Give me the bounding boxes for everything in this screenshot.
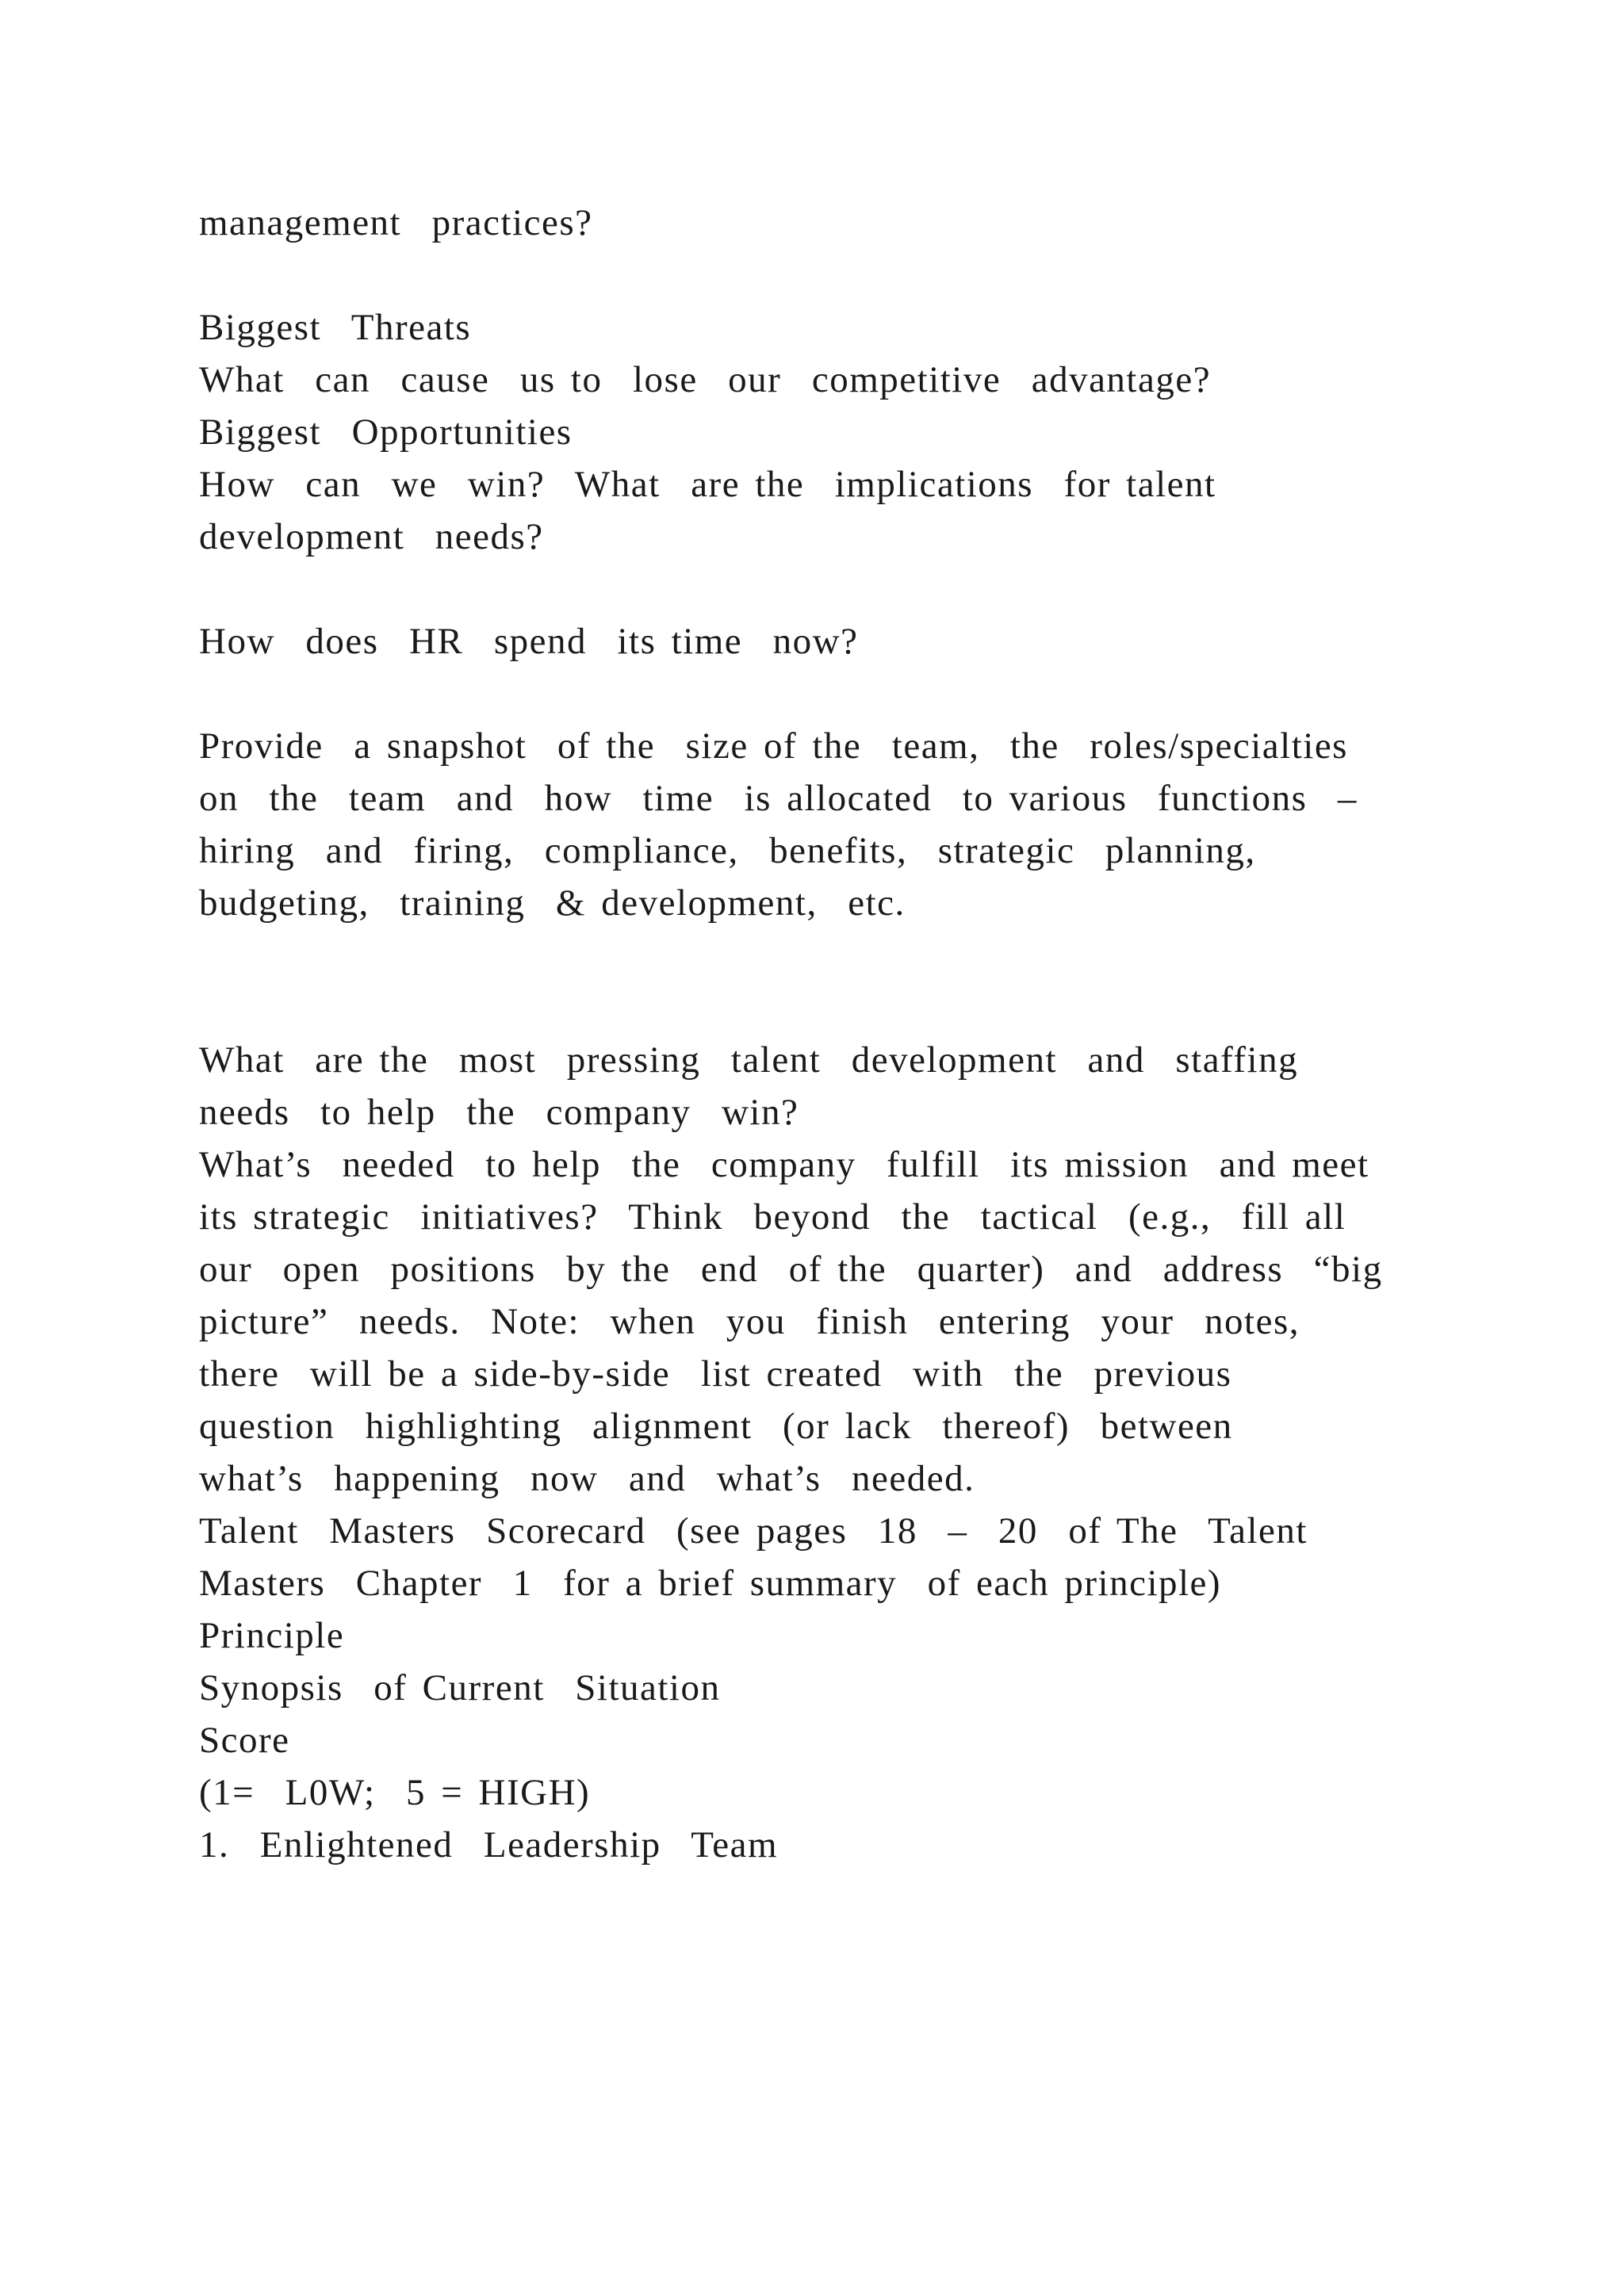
text-line: What’s needed to help the company fulfill its mission and meet [199, 1144, 1369, 1185]
column-header-principle: Principle [199, 1615, 345, 1656]
column-header-synopsis: Synopsis of Current Situation [199, 1667, 721, 1709]
text-line: management practices? [199, 202, 593, 243]
text-line: hiring and firing, compliance, benefits, strategic planning, [199, 830, 1256, 871]
column-header-score: Score [199, 1720, 290, 1761]
text-line: there will be a side-by-side list created with the previous [199, 1353, 1232, 1395]
text-line: its strategic initiatives? Think beyond the tactical (e.g., fill all [199, 1196, 1346, 1238]
blank-line [199, 668, 1468, 720]
blank-line [199, 563, 1468, 615]
blank-line [199, 249, 1468, 301]
text-line: Provide a snapshot of the size of the team, the roles/specialties [199, 725, 1348, 767]
text-line: budgeting, training & development, etc. [199, 882, 906, 924]
text-line: on the team and how time is allocated to various functions – [199, 778, 1358, 819]
heading-biggest-threats: Biggest Threats [199, 307, 472, 348]
text-line: our open positions by the end of the quarter) and address “big [199, 1249, 1383, 1290]
text-line: What can cause us to lose our competitive advantage? [199, 359, 1212, 400]
scorecard-title: Talent Masters Scorecard (see pages 18 – 20 of The Talent [199, 1510, 1308, 1552]
heading-hr-time: How does HR spend its time now? [199, 621, 859, 662]
scorecard-title: Masters Chapter 1 for a brief summary of each principle) [199, 1563, 1222, 1604]
text-line: development needs? [199, 516, 544, 557]
text-line: question highlighting alignment (or lack thereof) between [199, 1406, 1233, 1447]
text-line: picture” needs. Note: when you finish entering your notes, [199, 1301, 1300, 1342]
text-line: What are the most pressing talent development and staffing [199, 1039, 1299, 1081]
text-line: needs to help the company win? [199, 1092, 799, 1133]
blank-line [199, 982, 1468, 1034]
text-line: How can we win? What are the implications for talent [199, 464, 1216, 505]
document-body [199, 197, 1468, 1871]
heading-biggest-opportunities: Biggest Opportunities [199, 411, 573, 453]
blank-line [199, 929, 1468, 982]
score-scale: (1= L0W; 5 = HIGH) [199, 1772, 591, 1813]
text-line: what’s happening now and what’s needed. [199, 1458, 975, 1499]
principle-item: 1. Enlightened Leadership Team [199, 1824, 779, 1866]
